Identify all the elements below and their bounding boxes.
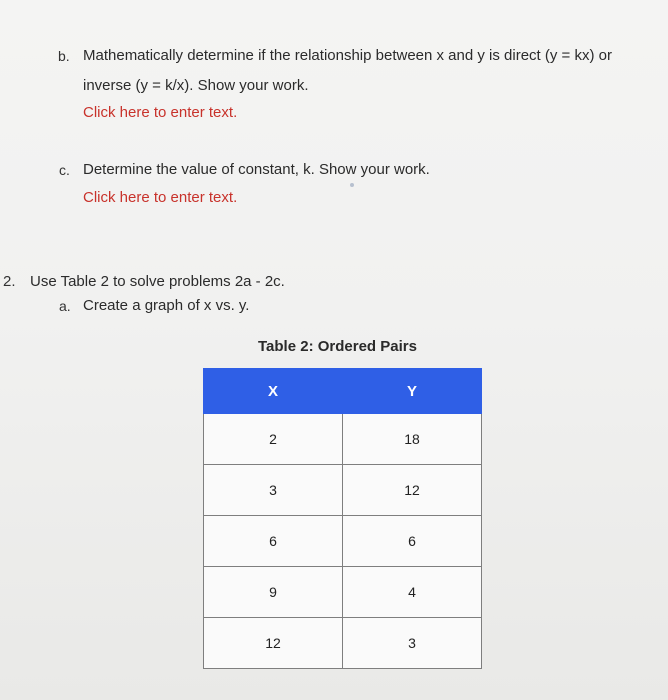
question-c-answer-field[interactable]: Click here to enter text.	[83, 189, 238, 206]
cell-x: 2	[204, 414, 343, 465]
table-header-row	[204, 369, 482, 414]
question-c-marker: c.	[59, 162, 70, 178]
problem-2a-text: Create a graph of x vs. y.	[83, 297, 250, 314]
table-row	[204, 465, 482, 516]
cell-y: 6	[343, 516, 482, 567]
cell-y: 18	[343, 414, 482, 465]
problem-2-text: Use Table 2 to solve problems 2a - 2c.	[30, 273, 285, 290]
table-row	[204, 414, 482, 465]
cell-x: 9	[204, 567, 343, 618]
ordered-pairs-table	[203, 368, 482, 669]
table-row	[204, 516, 482, 567]
cell-y: 12	[343, 465, 482, 516]
question-c-text: Determine the value of constant, k. Show your work.	[83, 161, 430, 178]
cell-x: 12	[204, 618, 343, 669]
column-header-x: X	[204, 369, 343, 414]
problem-2a-marker: a.	[59, 298, 71, 314]
table-caption: Table 2: Ordered Pairs	[258, 338, 417, 355]
column-header-y: Y	[343, 369, 482, 414]
cell-y: 4	[343, 567, 482, 618]
dust-speck	[350, 183, 354, 187]
cell-x: 6	[204, 516, 343, 567]
question-b-marker: b.	[58, 48, 70, 64]
problem-2-marker: 2.	[3, 273, 16, 290]
question-b-text-line2: inverse (y = k/x). Show your work.	[83, 77, 309, 94]
cell-y: 3	[343, 618, 482, 669]
question-b-answer-field[interactable]: Click here to enter text.	[83, 104, 238, 121]
table-row	[204, 567, 482, 618]
question-b-text-line1: Mathematically determine if the relationship between x and y is direct (y = kx) or	[83, 47, 612, 64]
table-row	[204, 618, 482, 669]
cell-x: 3	[204, 465, 343, 516]
